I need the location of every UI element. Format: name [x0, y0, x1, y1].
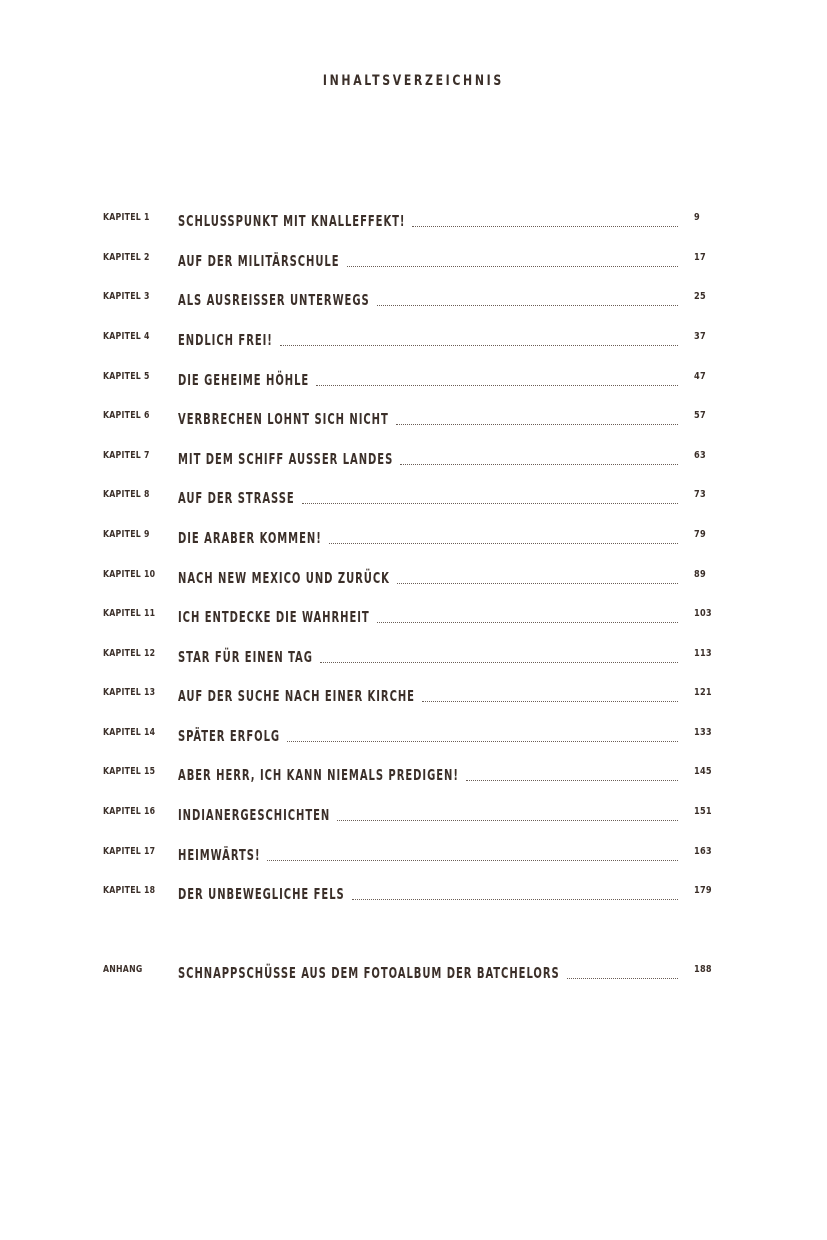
toc-entry-title: SPÄTER ERFOLG [178, 727, 281, 745]
toc-entry-page: 163 [694, 846, 712, 857]
toc-entry-label: KAPITEL 4 [103, 331, 150, 342]
dot-leader [400, 464, 678, 465]
toc-entry-page: 17 [694, 252, 706, 263]
toc-entry-title: DER UNBEWEGLICHE FELS [178, 885, 345, 903]
toc-entry-page: 121 [694, 687, 712, 698]
toc-entry-label: KAPITEL 16 [103, 806, 156, 817]
toc-entry-title: VERBRECHEN LOHNT SICH NICHT [178, 410, 389, 428]
dot-leader [347, 266, 678, 267]
toc-entry-title: ICH ENTDECKE DIE WAHRHEIT [178, 608, 370, 626]
toc-entry-kapitel-14[interactable] [0, 721, 827, 745]
dot-leader [422, 701, 678, 702]
toc-entry-page: 25 [694, 291, 706, 302]
toc-entry-kapitel-15[interactable] [0, 760, 827, 784]
toc-entry-title: AUF DER STRASSE [178, 489, 295, 507]
toc-entry-page: 57 [694, 410, 706, 421]
toc-entry-kapitel-3[interactable] [0, 285, 827, 309]
toc-entry-kapitel-8[interactable] [0, 483, 827, 507]
toc-entry-label: KAPITEL 13 [103, 687, 156, 698]
dot-leader [377, 305, 678, 306]
toc-entry-title: MIT DEM SCHIFF AUSSER LANDES [178, 450, 394, 468]
toc-entry-label: KAPITEL 1 [103, 212, 150, 223]
toc-entry-title: STAR FÜR EINEN TAG [178, 648, 313, 666]
toc-entry-title: DIE GEHEIME HÖHLE [178, 371, 310, 389]
toc-entry-label: KAPITEL 15 [103, 766, 156, 777]
toc-entry-page: 179 [694, 885, 712, 896]
toc-entry-title: SCHLUSSPUNKT MIT KNALLEFFEKT! [178, 212, 406, 230]
toc-entry-kapitel-10[interactable] [0, 563, 827, 587]
dot-leader [352, 899, 678, 900]
page-title: INHALTSVERZEICHNIS [322, 73, 504, 89]
toc-entry-label: KAPITEL 6 [103, 410, 150, 421]
toc-entry-page: 188 [694, 964, 712, 975]
toc-entry-page: 151 [694, 806, 712, 817]
toc-entry-page: 37 [694, 331, 706, 342]
toc-entry-title: INDIANERGESCHICHTEN [178, 806, 331, 824]
toc-entry-page: 89 [694, 569, 706, 580]
toc-entry-kapitel-11[interactable] [0, 602, 827, 626]
toc-entry-title: DIE ARABER KOMMEN! [178, 529, 322, 547]
toc-entry-page: 47 [694, 371, 706, 382]
toc-entry-kapitel-5[interactable] [0, 365, 827, 389]
toc-entry-label: KAPITEL 2 [103, 252, 150, 263]
dot-leader [267, 860, 678, 861]
dot-leader [397, 583, 678, 584]
toc-entry-label: KAPITEL 5 [103, 371, 150, 382]
toc-entry-kapitel-7[interactable] [0, 444, 827, 468]
toc-entry-anhang[interactable] [0, 958, 827, 982]
toc-entry-kapitel-1[interactable] [0, 206, 827, 230]
dot-leader [280, 345, 678, 346]
toc-entry-title: ABER HERR, ICH KANN NIEMALS PREDIGEN! [178, 766, 459, 784]
dot-leader [320, 662, 678, 663]
toc-entry-kapitel-6[interactable] [0, 404, 827, 428]
toc-entry-page: 73 [694, 489, 706, 500]
toc-entry-label: KAPITEL 17 [103, 846, 156, 857]
toc-entry-page: 103 [694, 608, 712, 619]
dot-leader [337, 820, 678, 821]
toc-entry-title: AUF DER SUCHE NACH EINER KIRCHE [178, 687, 415, 705]
toc-entry-kapitel-16[interactable] [0, 800, 827, 824]
toc-entry-title: AUF DER MILITÄRSCHULE [178, 252, 340, 270]
toc-entry-kapitel-2[interactable] [0, 246, 827, 270]
toc-entry-page: 79 [694, 529, 706, 540]
toc-entry-page: 145 [694, 766, 712, 777]
toc-entry-title: ALS AUSREISSER UNTERWEGS [178, 291, 370, 309]
toc-entry-label: KAPITEL 12 [103, 648, 156, 659]
toc-entry-label: ANHANG [103, 964, 143, 975]
toc-entry-kapitel-4[interactable] [0, 325, 827, 349]
dot-leader [396, 424, 678, 425]
toc-entry-title: HEIMWÄRTS! [178, 846, 261, 864]
toc-entry-label: KAPITEL 8 [103, 489, 150, 500]
dot-leader [329, 543, 678, 544]
toc-entry-kapitel-17[interactable] [0, 840, 827, 864]
toc-entry-label: KAPITEL 10 [103, 569, 156, 580]
dot-leader [466, 780, 678, 781]
toc-entry-label: KAPITEL 14 [103, 727, 156, 738]
toc-entry-page: 63 [694, 450, 706, 461]
dot-leader [302, 503, 678, 504]
toc-entry-title: SCHNAPPSCHÜSSE AUS DEM FOTOALBUM DER BATCHELORS [178, 964, 560, 982]
toc-entry-kapitel-18[interactable] [0, 879, 827, 903]
toc-entry-kapitel-12[interactable] [0, 642, 827, 666]
dot-leader [412, 226, 678, 227]
dot-leader [377, 622, 678, 623]
toc-entry-label: KAPITEL 3 [103, 291, 150, 302]
toc-entry-page: 9 [694, 212, 700, 223]
dot-leader [287, 741, 678, 742]
dot-leader [316, 385, 678, 386]
toc-entry-kapitel-9[interactable] [0, 523, 827, 547]
toc-entry-label: KAPITEL 9 [103, 529, 150, 540]
toc-entry-title: ENDLICH FREI! [178, 331, 273, 349]
dot-leader [567, 978, 678, 979]
toc-entry-label: KAPITEL 7 [103, 450, 150, 461]
toc-entry-title: NACH NEW MEXICO UND ZURÜCK [178, 569, 390, 587]
toc-entry-page: 133 [694, 727, 712, 738]
toc-entry-label: KAPITEL 18 [103, 885, 156, 896]
toc-entry-kapitel-13[interactable] [0, 681, 827, 705]
toc-entry-page: 113 [694, 648, 712, 659]
toc-entry-label: KAPITEL 11 [103, 608, 156, 619]
